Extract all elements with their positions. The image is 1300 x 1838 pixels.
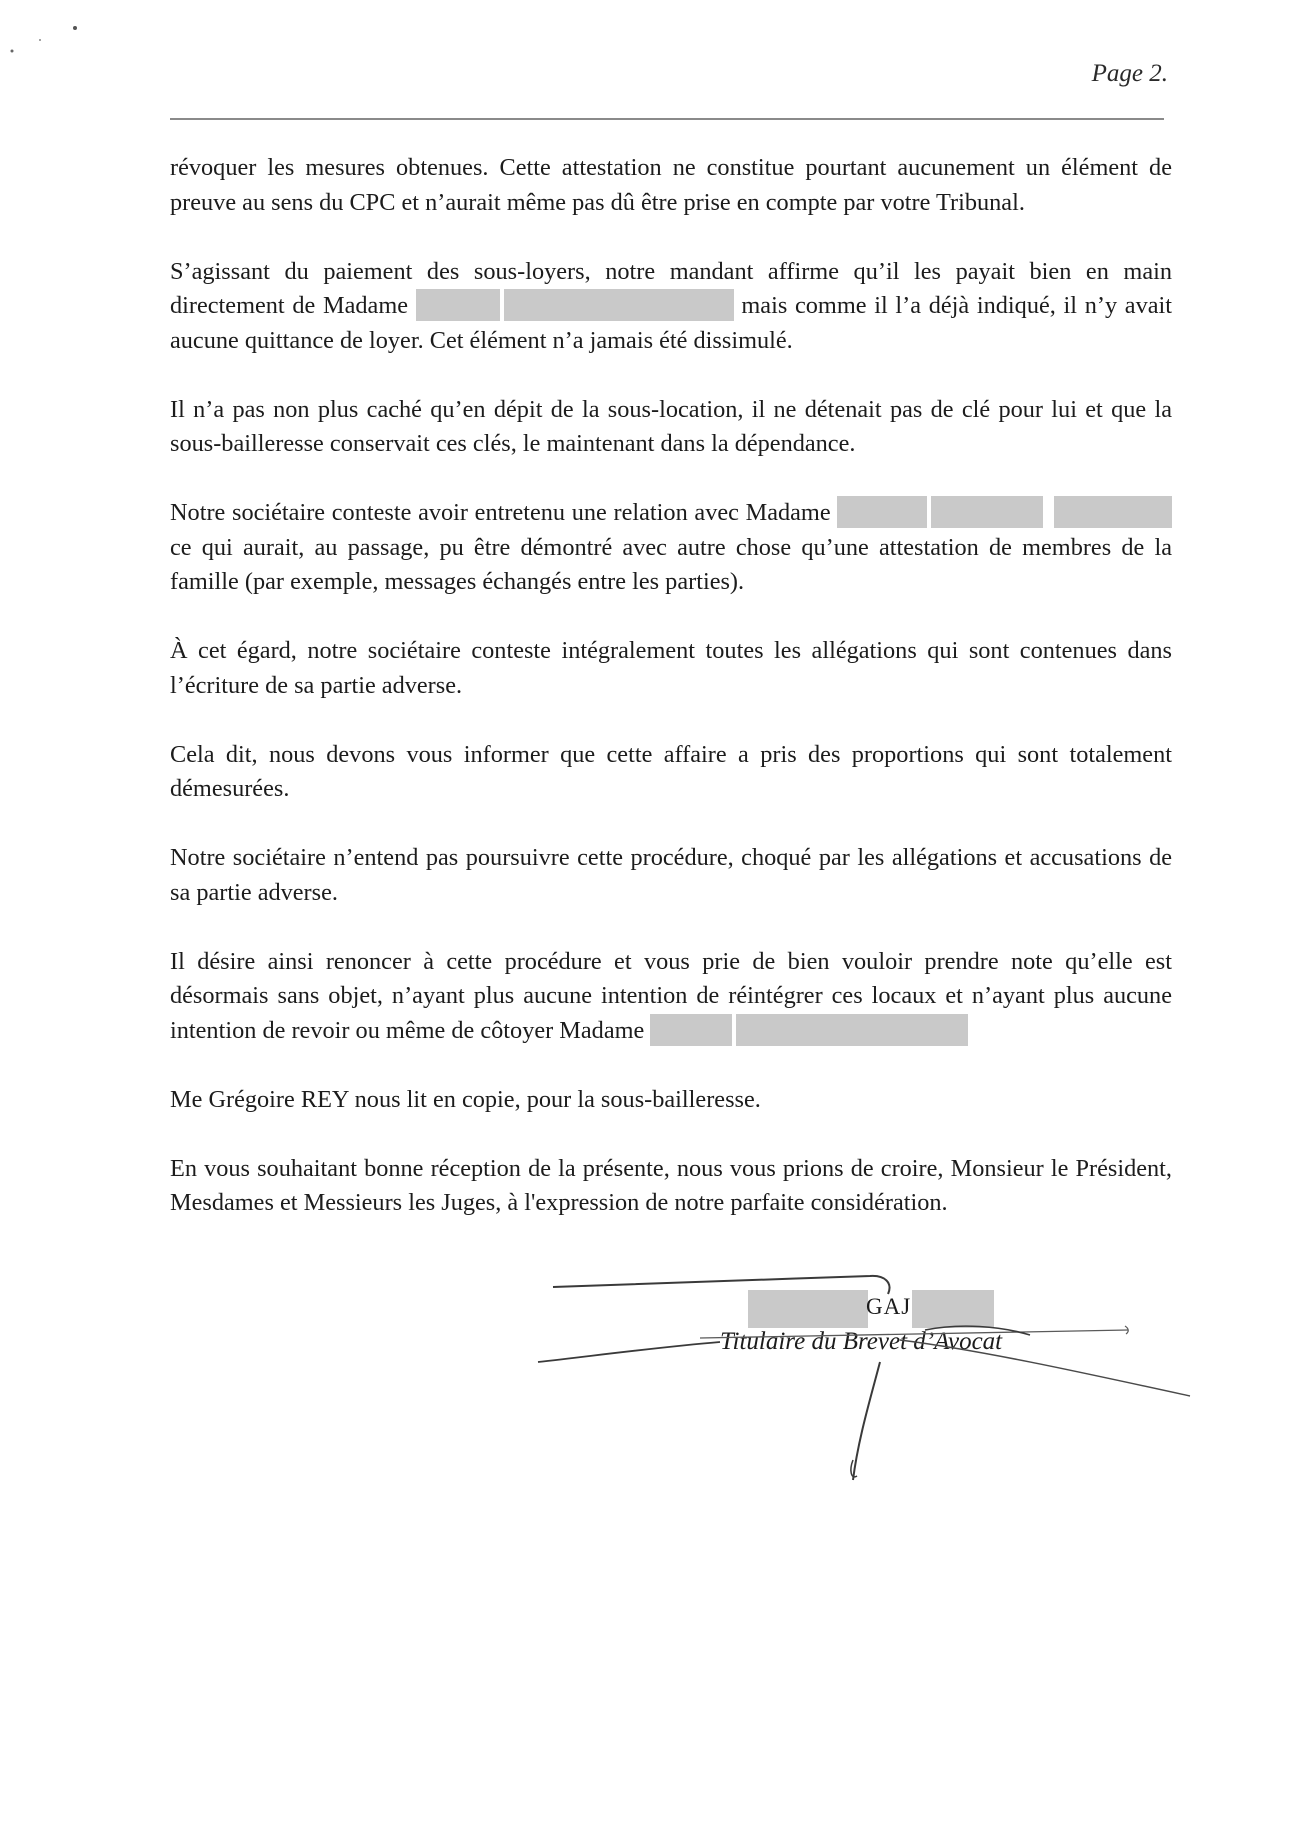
paragraph-2-end: mais comme il l’a déjà indiqué, il n’y avait aucune quittance de loyer. Cet élément n’a jamais été dissimulé.	[170, 292, 1173, 354]
paragraph-2-start: S’agissant du paiement des sous-loyers, notre mandant affirme qu’il les payait bien en main directement de Madame	[170, 257, 1172, 319]
paragraph-8-text: Il désire ainsi renoncer à cette procédure et vous prie de bien vouloir prendre note qu’elle est désormais sans objet, n’ayant plus aucune intention de réintégrer ces locaux et n’ayant plus aucune intention de revoir ou même de côtoyer Madame	[170, 947, 1172, 1044]
paragraph-9: Me Grégoire REY nous lit en copie, pour la sous-bailleresse.	[170, 1085, 761, 1113]
paragraph-4-start: Notre sociétaire conteste avoir entretenu une relation avec Madame	[170, 499, 831, 526]
paragraph-3: Il n’a pas non plus caché qu’en dépit de la sous-location, il ne détenait pas de clé pour lui et que la sous-bailleresse conservait ces clés, le maintenant dans la dépendance.	[170, 395, 1172, 457]
paragraph-1: révoquer les mesures obtenues. Cette attestation ne constitue pourtant aucunement un élément de preuve au sens du CPC et n’aurait même pas dû être prise en compte par votre Tribunal.	[170, 154, 1172, 216]
paragraph-10: En vous souhaitant bonne réception de la présente, nous vous prions de croire, Monsieur le Président, Mesdames et Messieurs les Juges, à l'expression de notre parfaite considération.	[170, 1154, 1172, 1216]
paragraph-7: Notre sociétaire n’entend pas poursuivre cette procédure, choqué par les allégations et accusations de sa partie adverse.	[170, 844, 1172, 906]
signatory-title: Titulaire du Brevet d’Avocat	[720, 1328, 1003, 1355]
paragraph-6: Cela dit, nous devons vous informer que cette affaire a pris des proportions qui sont totalement démesurées.	[170, 740, 1172, 802]
paragraph-4-end: ce qui aurait, au passage, pu être démontré avec autre chose qu’une attestation de membres de la famille (par exemple, messages échangés entre les parties).	[170, 533, 1172, 595]
page-number: Page 2.	[1091, 60, 1168, 87]
signatory-name: GAJ	[866, 1294, 912, 1319]
paragraph-5: À cet égard, notre sociétaire conteste intégralement toutes les allégations qui sont contenues dans l’écriture de sa partie adverse.	[170, 637, 1172, 699]
